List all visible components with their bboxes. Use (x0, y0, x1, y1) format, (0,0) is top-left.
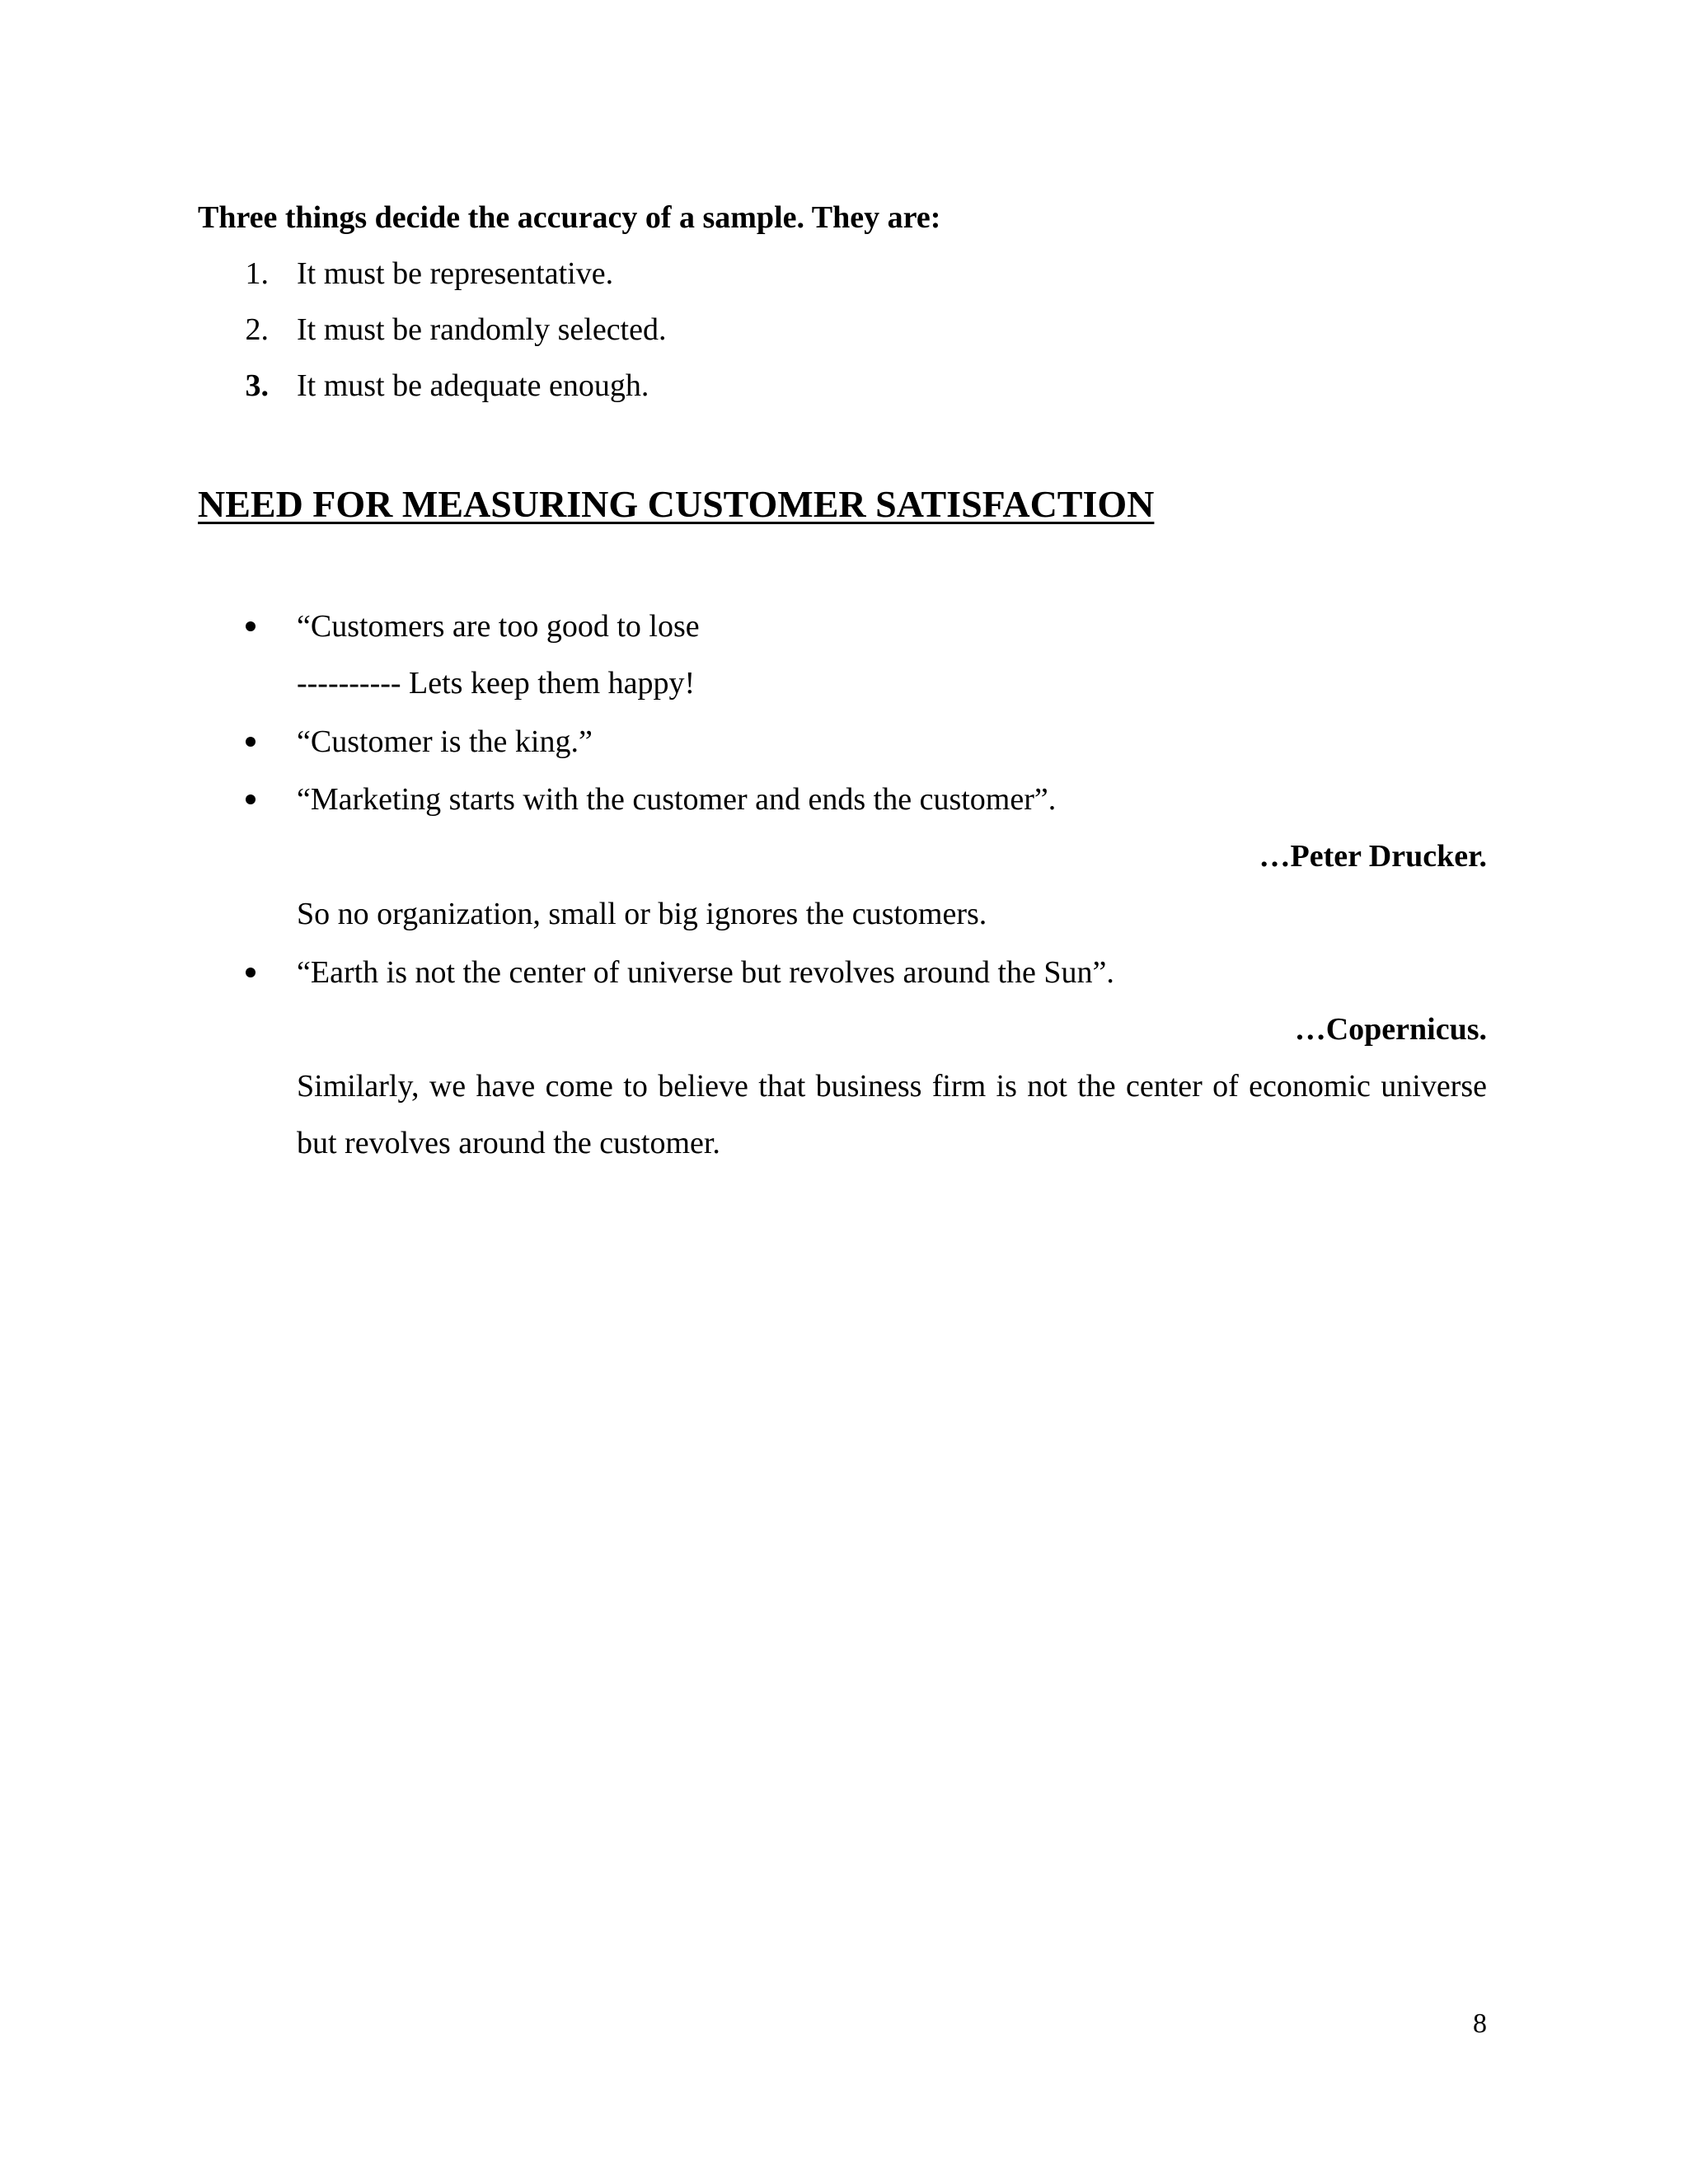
bullet-text-4: “Earth is not the center of universe but revolves around the Sun”. (297, 955, 1114, 990)
list-number-3: 3. (245, 368, 269, 403)
bullet-text-1-continuation: ---------- Lets keep them happy! (297, 666, 696, 701)
intro-text: Three things decide the accuracy of a sample. They are: (198, 200, 941, 235)
page-number: 8 (1473, 2008, 1487, 2039)
bullet-text-3: “Marketing starts with the customer and ends the customer”. (297, 782, 1057, 817)
list-item-1: It must be representative. (297, 256, 614, 291)
bullet-dot-icon (244, 953, 264, 963)
bullet-text-4-follow: Similarly, we have come to believe that business firm is not the center of economic universe but revolves around the customer. (297, 1069, 1487, 1160)
list-item-3: It must be adequate enough. (297, 368, 649, 403)
list-number-2: 2. (245, 312, 269, 347)
attribution-copernicus: …Copernicus. (1294, 1012, 1487, 1047)
section-heading: NEED FOR MEASURING CUSTOMER SATISFACTION (198, 483, 1155, 525)
bullet-text-2: “Customer is the king.” (297, 724, 593, 759)
attribution-peter-drucker: …Peter Drucker. (1259, 839, 1487, 874)
list-item-2: It must be randomly selected. (297, 312, 667, 347)
bullet-dot-icon (244, 607, 264, 616)
bullet-dot-icon (244, 780, 264, 790)
list-number-1: 1. (245, 256, 269, 291)
bullet-text-3-follow: So no organization, small or big ignores the customers. (297, 897, 987, 931)
bullet-text-1: “Customers are too good to lose (297, 609, 700, 644)
bullet-dot-icon (244, 722, 264, 732)
